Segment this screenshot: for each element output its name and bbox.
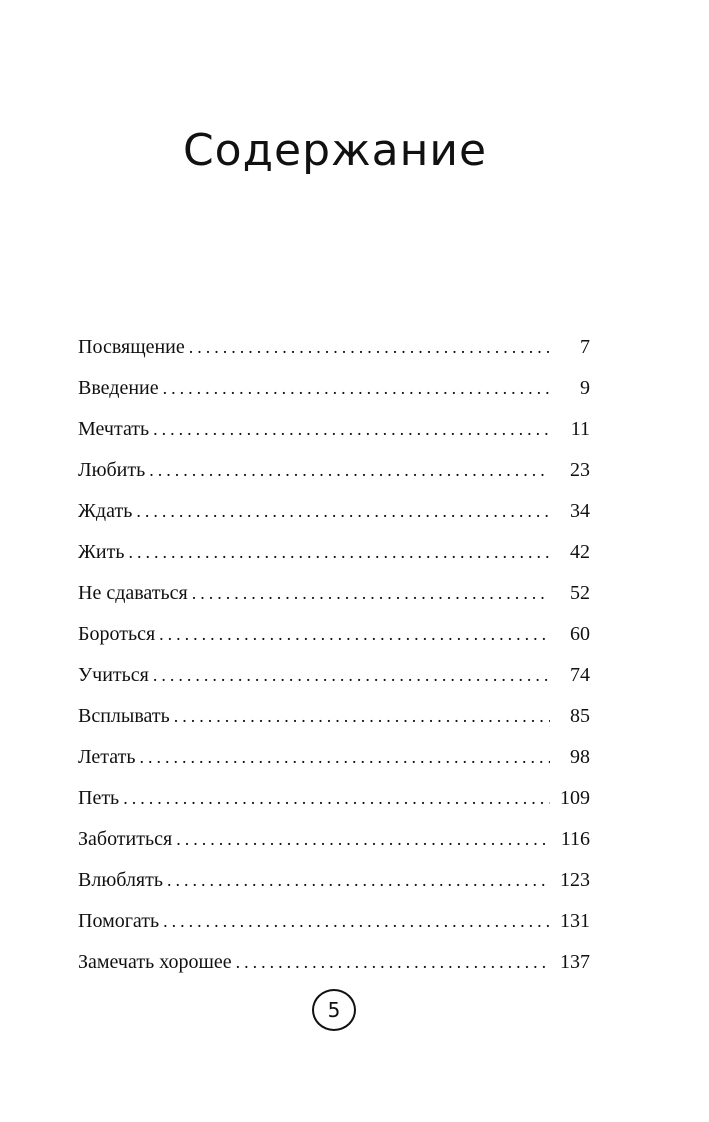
toc-entry-page: 52: [570, 582, 590, 604]
toc-entry-label: Летать: [78, 746, 136, 768]
dot-leader: [236, 949, 550, 975]
toc-entry[interactable]: [78, 334, 590, 375]
dot-leader: [140, 744, 550, 770]
toc-entry-label: Заботиться: [78, 828, 173, 850]
toc-entry-page: 137: [560, 951, 590, 973]
toc-entry-label: Не сдаваться: [78, 582, 188, 604]
toc-entry-label: Введение: [78, 377, 159, 399]
toc-entry[interactable]: [78, 539, 590, 580]
toc-entry-label: Мечтать: [78, 418, 150, 440]
toc-entry[interactable]: [78, 580, 590, 621]
dot-leader: [159, 621, 550, 647]
table-of-contents: [78, 334, 590, 990]
dot-leader: [153, 662, 550, 688]
toc-entry-label: Посвящение: [78, 336, 185, 358]
toc-entry[interactable]: [78, 785, 590, 826]
toc-entry[interactable]: [78, 416, 590, 457]
toc-entry-label: Любить: [78, 459, 146, 481]
toc-entry[interactable]: [78, 949, 590, 990]
dot-leader: [128, 539, 550, 565]
toc-entry-label: Бороться: [78, 623, 156, 645]
toc-entry-page: 98: [570, 746, 590, 768]
toc-entry-page: 34: [570, 500, 590, 522]
toc-entry-page: 42: [570, 541, 590, 563]
toc-entry-page: 123: [560, 869, 590, 891]
toc-entry-label: Замечать хорошее: [78, 951, 232, 973]
dot-leader: [176, 826, 550, 852]
toc-entry[interactable]: [78, 826, 590, 867]
dot-leader: [153, 416, 550, 442]
toc-entry-label: Ждать: [78, 500, 133, 522]
toc-entry[interactable]: [78, 867, 590, 908]
dot-leader: [192, 580, 550, 606]
toc-entry[interactable]: [78, 621, 590, 662]
page-title: Содержание: [182, 125, 488, 177]
toc-entry-label: Жить: [78, 541, 125, 563]
toc-entry-page: 85: [570, 705, 590, 727]
dot-leader: [163, 908, 550, 934]
toc-entry-page: 9: [580, 377, 590, 399]
toc-entry[interactable]: [78, 908, 590, 949]
toc-entry-label: Помогать: [78, 910, 160, 932]
toc-entry-label: Влюблять: [78, 869, 163, 891]
toc-entry[interactable]: [78, 744, 590, 785]
toc-entry-page: 23: [570, 459, 590, 481]
page-number: 5: [312, 989, 356, 1031]
toc-entry[interactable]: [78, 375, 590, 416]
toc-entry-label: Учиться: [78, 664, 149, 686]
toc-entry[interactable]: [78, 457, 590, 498]
dot-leader: [149, 457, 550, 483]
toc-entry-page: 7: [580, 336, 590, 358]
dot-leader: [123, 785, 550, 811]
toc-entry-page: 109: [560, 787, 590, 809]
dot-leader: [167, 867, 550, 893]
toc-entry[interactable]: [78, 498, 590, 539]
dot-leader: [163, 375, 550, 401]
toc-entry-page: 60: [570, 623, 590, 645]
dot-leader: [136, 498, 550, 524]
toc-entry-page: 11: [570, 418, 590, 440]
toc-entry-label: Петь: [78, 787, 120, 809]
toc-entry-page: 74: [570, 664, 590, 686]
toc-entry[interactable]: [78, 662, 590, 703]
toc-entry[interactable]: [78, 703, 590, 744]
toc-entry-page: 131: [560, 910, 590, 932]
toc-entry-label: Всплывать: [78, 705, 170, 727]
dot-leader: [174, 703, 550, 729]
toc-entry-page: 116: [560, 828, 590, 850]
dot-leader: [189, 334, 550, 360]
